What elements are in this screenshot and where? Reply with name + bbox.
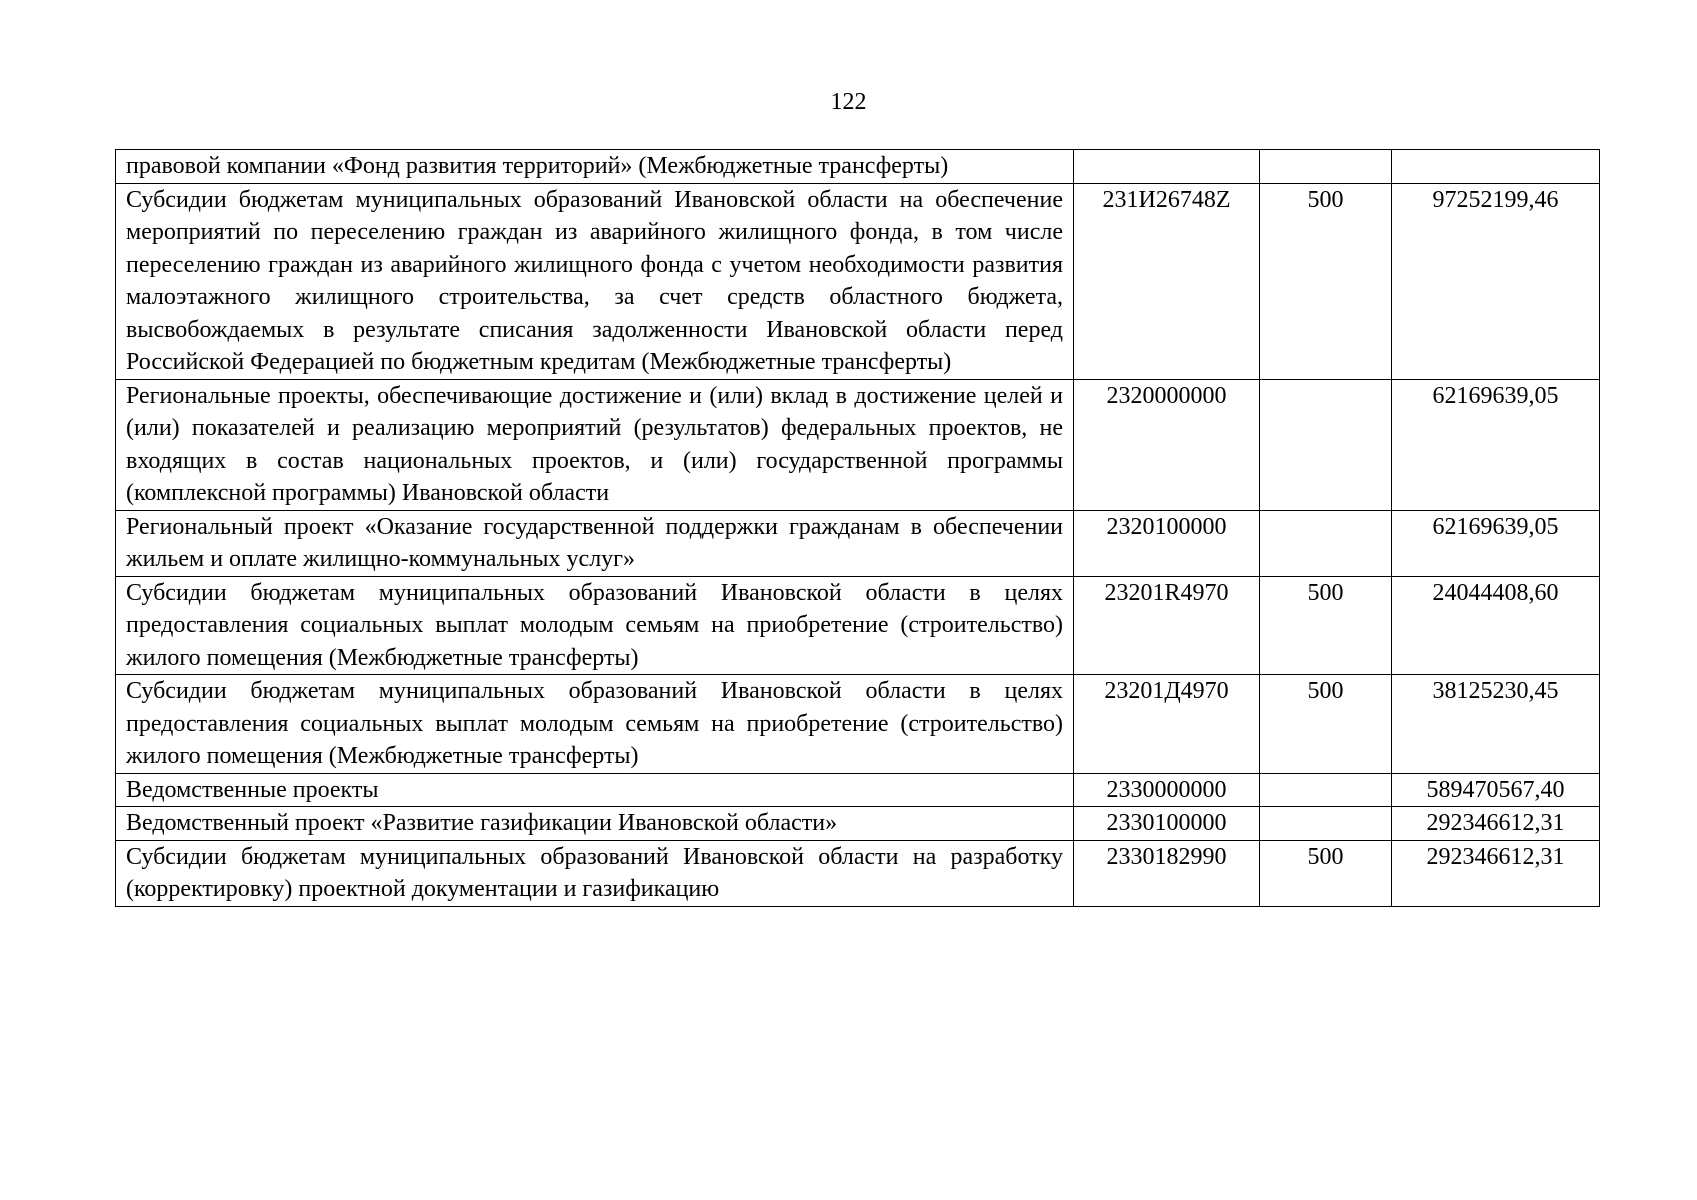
row-code: 2330182990: [1074, 840, 1260, 906]
table-row: [116, 379, 1600, 510]
row-code: 231И26748Z: [1074, 183, 1260, 379]
row-expense-type: 500: [1260, 183, 1392, 379]
row-name: Субсидии бюджетам муниципальных образований Ивановской области в целях предоставления социальных выплат молодым семьям на приобретение (строительство) жилого помещения (Межбюджетные трансферты): [116, 576, 1074, 675]
row-name: правовой компании «Фонд развития территорий» (Межбюджетные трансферты): [116, 150, 1074, 184]
row-name: Ведомственный проект «Развитие газификации Ивановской области»: [116, 807, 1074, 841]
page-number: 122: [830, 89, 867, 115]
row-expense-type: 500: [1260, 576, 1392, 675]
table-row: [116, 150, 1600, 184]
row-code: 23201Д4970: [1074, 675, 1260, 774]
row-expense-type: [1260, 773, 1392, 807]
budget-table: [115, 149, 1600, 907]
row-expense-type: [1260, 807, 1392, 841]
table-row: [116, 807, 1600, 841]
row-name: Субсидии бюджетам муниципальных образований Ивановской области на обеспечение мероприятий по переселению граждан из аварийного жилищного фонда, в том числе переселению граждан из аварийного жилищного фонда с учетом необходимости развития малоэтажного жилищного строительства, за счет средств областного бюджета, высвобождаемых в результате списания задолженности Ивановской области перед Российской Федерацией по бюджетным кредитам (Межбюджетные трансферты): [116, 183, 1074, 379]
row-name: Региональные проекты, обеспечивающие достижение и (или) вклад в достижение целей и (или) показателей и реализацию мероприятий (результатов) федеральных проектов, не входящих в состав национальных проектов, и (или) государственной программы (комплексной программы) Ивановской области: [116, 379, 1074, 510]
table-row: [116, 510, 1600, 576]
row-expense-type: 500: [1260, 840, 1392, 906]
row-sum: 97252199,46: [1392, 183, 1600, 379]
row-code: 2320100000: [1074, 510, 1260, 576]
row-expense-type: 500: [1260, 675, 1392, 774]
table-row: [116, 675, 1600, 774]
row-code: 2320000000: [1074, 379, 1260, 510]
row-expense-type: [1260, 510, 1392, 576]
table-row: [116, 840, 1600, 906]
row-name: Региональный проект «Оказание государственной поддержки гражданам в обеспечении жильем и оплате жилищно-коммунальных услуг»: [116, 510, 1074, 576]
row-sum: 24044408,60: [1392, 576, 1600, 675]
row-sum: 62169639,05: [1392, 510, 1600, 576]
row-name: Ведомственные проекты: [116, 773, 1074, 807]
row-name: Субсидии бюджетам муниципальных образований Ивановской области на разработку (корректировку) проектной документации и газификацию: [116, 840, 1074, 906]
table-row: [116, 576, 1600, 675]
row-sum: 38125230,45: [1392, 675, 1600, 774]
row-sum: 292346612,31: [1392, 840, 1600, 906]
row-name: Субсидии бюджетам муниципальных образований Ивановской области в целях предоставления социальных выплат молодым семьям на приобретение (строительство) жилого помещения (Межбюджетные трансферты): [116, 675, 1074, 774]
row-code: 2330100000: [1074, 807, 1260, 841]
row-expense-type: [1260, 379, 1392, 510]
row-sum: 62169639,05: [1392, 379, 1600, 510]
table-row: [116, 773, 1600, 807]
table-row: [116, 183, 1600, 379]
row-sum: 589470567,40: [1392, 773, 1600, 807]
row-sum: [1392, 150, 1600, 184]
row-code: [1074, 150, 1260, 184]
row-code: 23201R4970: [1074, 576, 1260, 675]
row-expense-type: [1260, 150, 1392, 184]
row-sum: 292346612,31: [1392, 807, 1600, 841]
row-code: 2330000000: [1074, 773, 1260, 807]
